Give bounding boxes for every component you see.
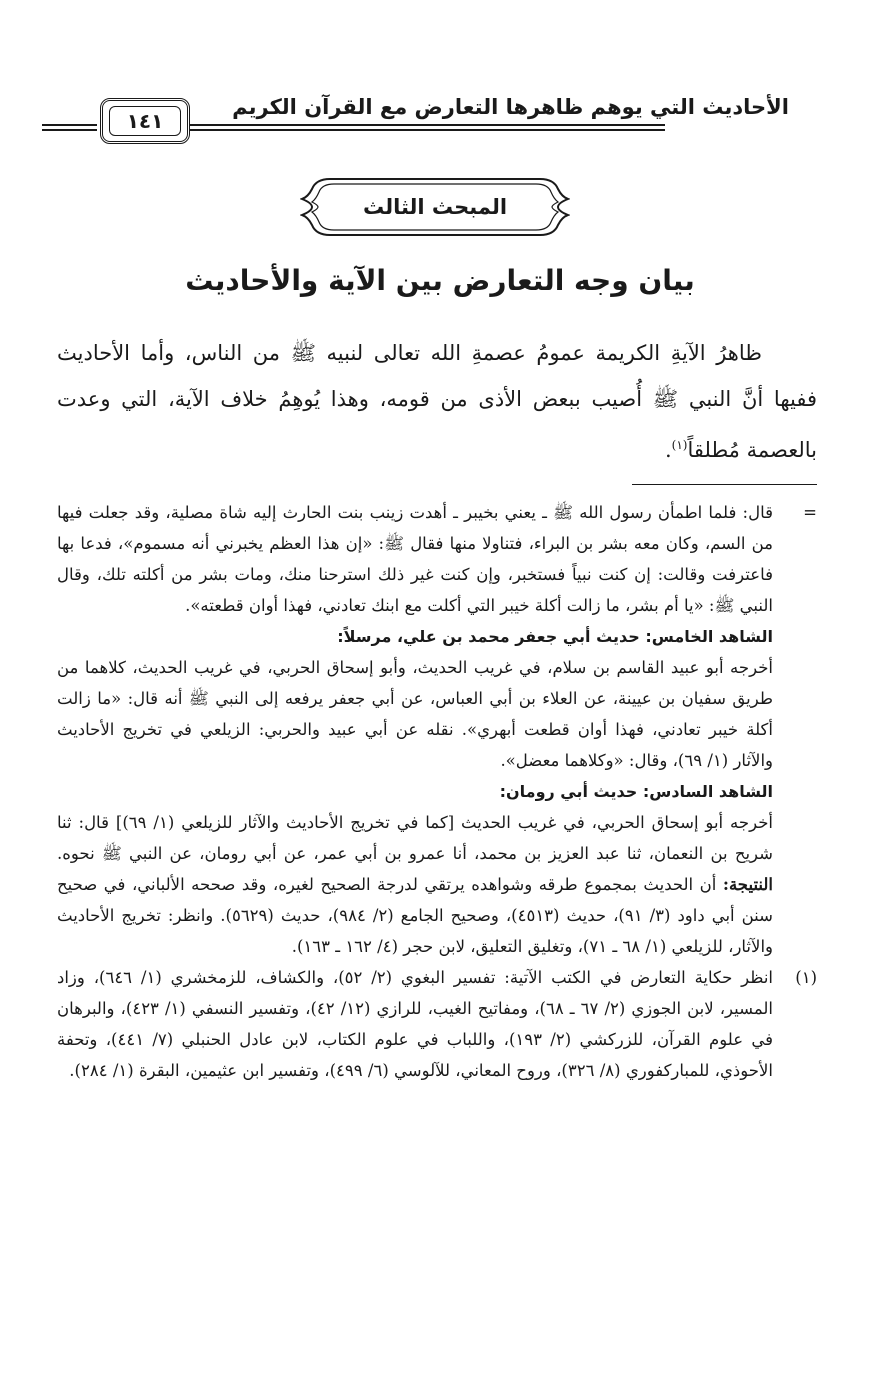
footnote-separator <box>632 484 817 485</box>
header-rule <box>190 129 665 131</box>
footnote-reference: (١) <box>671 438 688 452</box>
footnotes <box>57 497 817 1086</box>
section-label: المبحث الثالث <box>362 195 508 219</box>
body-paragraph <box>57 330 817 473</box>
footnote-text: أخرجه أبو إسحاق الحربي، في غريب الحديث [كما في تخريج الأحاديث والآثار للزيلعي (١/ ٦٩)] قال: ثنا شريح بن النعمان، ثنا عبد العزيز بن محمد، أنا عمرو بن أبي عمر، عن أبي رومان، عن النبي ﷺ نحوه. <box>57 813 773 863</box>
footnote-text: انظر حكاية التعارض في الكتب الآتية: تفسير البغوي (٢/ ٥٢)، والكشاف، للزمخشري (١/ ٦٤٦)، وزاد المسير، لابن الجوزي (٢/ ٦٧ ـ ٦٨)، ومفاتيح الغيب، للرازي (١٢/ ٤٢)، وتفسير النسفي (١/ ٤٢٣)، والبرهان في علوم القرآن، للزركشي (٢/ ١٩٣)، واللباب في علوم الكتاب، لابن عادل الحنبلي (٧/ ٤٤١)، وتحفة الأحوذي، للمباركفوري (٨/ ٣٢٦)، وروح المعاني، للآلوسي (٦/ ٤٩٩)، وتفسير ابن عثيمين، البقرة (١/ ٢٨٤). <box>57 968 773 1080</box>
footnote-heading: الشاهد السادس: حديث أبي رومان: <box>499 782 773 801</box>
header-rule <box>42 124 97 126</box>
section-banner <box>300 175 570 239</box>
running-title: الأحاديث التي يوهم ظاهرها التعارض مع القرآن الكريم <box>232 95 789 119</box>
header-rule <box>190 124 665 126</box>
page-number-frame <box>100 98 190 144</box>
footnote-1 <box>57 962 817 1086</box>
section-title: بيان وجه التعارض بين الآية والأحاديث <box>185 264 695 297</box>
footnote-text: قال: فلما اطمأن رسول الله ﷺ ـ يعني بخيبر ـ أهدت زينب بنت الحارث إليه شاة مصلية، وقد جعلت فيها من السم، وكان معه بشر بن البراء، فتناولا منها فقال ﷺ: «إن هذا العظم يخبرني أنه مسموم»، فدعا بها فاعترفت وقالت: إن كنت نبياً فستخبر، وإن كنت غير ذلك استرحنا منك، ومات بشر من أكلته تلك، وقال النبي ﷺ: «يا أم بشر، ما زالت أكلة خيبر التي أكلت مع ابنك تعادني، فهذا أوان قطعته». <box>57 503 773 615</box>
body-text: ظاهرُ الآيةِ الكريمة عمومُ عصمةِ الله تعالى لنبيه ﷺ من الناس، وأما الأحاديث ففيها أنَّ النبي ﷺ أُصيب ببعض الأذى من قومه، وهذا يُوهِمُ خلاف الآية، التي وعدت بالعصمة مُطلقاً <box>57 341 817 462</box>
footnote-marker: (١) <box>795 968 817 987</box>
footnote-paragraph <box>57 807 773 962</box>
page-number: ١٤١ <box>109 106 181 136</box>
result-label: النتيجة: <box>722 875 774 894</box>
header-rule <box>42 129 97 131</box>
continuation-marker: = <box>803 503 817 522</box>
footnote-continuation <box>57 497 817 962</box>
body-end: . <box>664 438 672 462</box>
footnote-heading: الشاهد الخامس: حديث أبي جعفر محمد بن علي، مرسلاً: <box>337 627 773 646</box>
footnote-text: أخرجه أبو عبيد القاسم بن سلام، في غريب الحديث، وأبو إسحاق الحربي، في غريب الحديث، كلاهما من طريق سفيان بن عيينة، عن العلاء بن أبي العباس، عن أبي جعفر يرفعه إلى النبي ﷺ أنه قال: «ما زالت أكلة خيبر تعادني، فهذا أوان قطعت أبهري». نقله عن أبي عبيد والحربي: الزيلعي في تخريج الأحاديث والآثار (١/ ٦٩)، وقال: «وكلاهما معضل». <box>57 658 773 770</box>
footnote-text: أن الحديث بمجموع طرقه وشواهده يرتقي لدرجة الصحيح لغيره، وقد صححه الألباني، في صحيح سنن أبي داود (٣/ ٩١)، حديث (٤٥١٣)، وصحيح الجامع (٢/ ٩٨٤)، حديث (٥٦٢٩). وانظر: تخريج الأحاديث والآثار، للزيلعي (١/ ٦٨ ـ ٧١)، وتغليق التعليق، لابن حجر (٤/ ١٦٢ ـ ١٦٣). <box>57 875 773 956</box>
